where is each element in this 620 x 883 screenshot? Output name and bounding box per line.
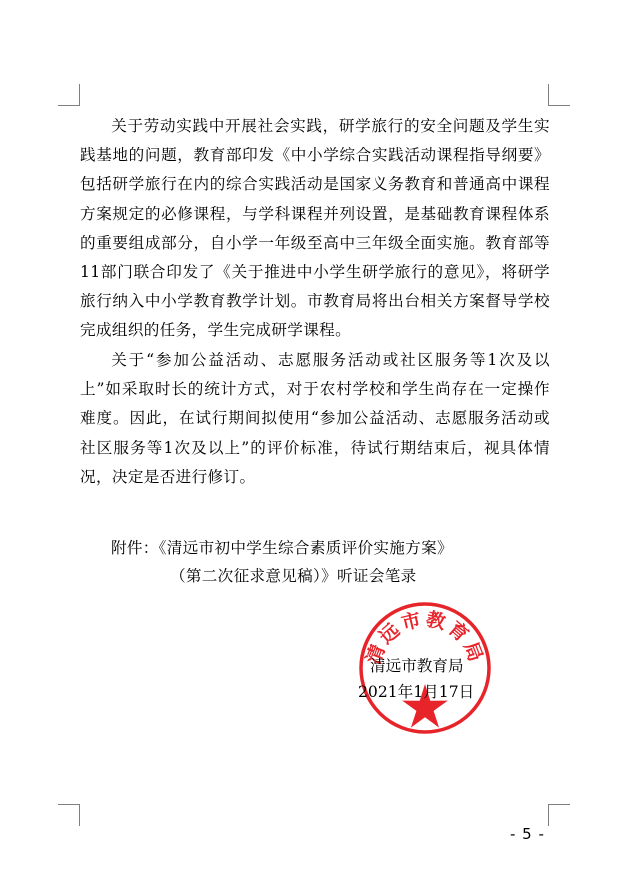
seal-text: 清远市教育局 bbox=[362, 608, 488, 668]
body-paragraph-1: 关于劳动实践中开展社会实践，研学旅行的安全问题及学生实践基地的问题，教育部印发《中小学综合实践活动课程指导纲要》包括研学旅行在内的综合实践活动是国家义务教育和普通高中课程方案规定的必修课程，与学科课程并列设置，是基础教育课程体系的重要组成部分，自小学一年级至高中三年级全面实施。教育部等11部门联合印发了《关于推进中小学生研学旅行的意见》，将研学旅行纳入中小学教育教学计划。市教育局将出台相关方案督导学校完成组织的任务，学生完成研学课程。 bbox=[80, 117, 550, 340]
attachment-line-1: 附件：《清远市初中学生综合素质评价实施方案》 bbox=[111, 539, 453, 557]
crop-mark-bottom-right bbox=[548, 804, 570, 826]
attachment-line-2: （第二次征求意见稿）》听证会笔录 bbox=[170, 567, 417, 585]
issue-date: 2021年1月17日 bbox=[358, 683, 475, 701]
crop-mark-top-right bbox=[548, 84, 570, 106]
body-paragraph-2: 关于“参加公益活动、志愿服务活动或社区服务等1次及以上”如采取时长的统计方式，对于农村学校和学生尚存在一定操作难度。因此，在试行期间拟使用“参加公益活动、志愿服务活动或社区服务等1次及以上”的评价标准，待试行期结束后，视具体情况，决定是否进行修订。 bbox=[80, 351, 550, 486]
crop-mark-top-left bbox=[58, 84, 80, 106]
crop-mark-bottom-left bbox=[58, 804, 80, 826]
issuer-name: 清远市教育局 bbox=[370, 657, 464, 675]
page-number: - 5 - bbox=[510, 825, 545, 843]
